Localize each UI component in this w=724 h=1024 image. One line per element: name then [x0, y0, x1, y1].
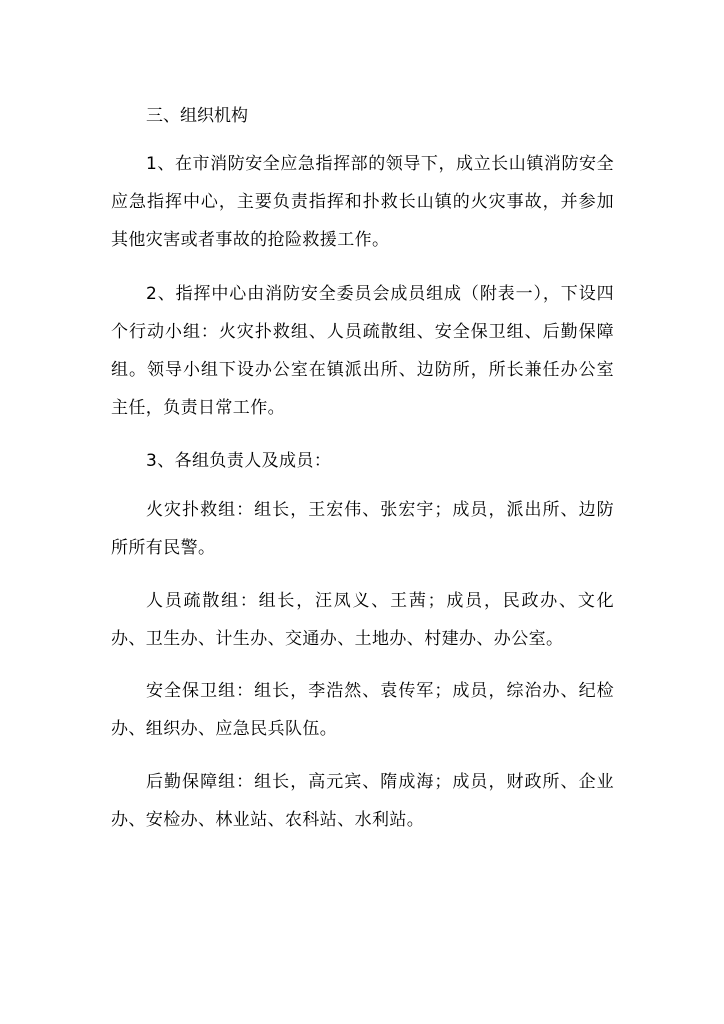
paragraph-action-groups: 2、指挥中心由消防安全委员会成员组成（附表一），下设四个行动小组：火灾扑救组、人员疏散组、安全保卫组、后勤保障组。领导小组下设办公室在镇派出所、边防所，所长兼任办公室主任，负责日常工作。 [111, 284, 614, 418]
paragraph-fire-fighting-group: 火灾扑救组：组长，王宏伟、张宏宇；成员，派出所、边防所所有民警。 [111, 500, 614, 558]
section-heading: 三、组织机构 [146, 106, 248, 126]
paragraph-command-center: 1、在市消防安全应急指挥部的领导下，成立长山镇消防安全应急指挥中心，主要负责指挥和扑救长山镇的火灾事故，并参加其他灾害或者事故的抢险救援工作。 [111, 154, 614, 250]
paragraph-logistics-group: 后勤保障组：组长，高元宾、隋成海；成员，财政所、企业办、安检办、林业站、农科站、水利站。 [111, 772, 614, 830]
paragraph-evacuation-group: 人员疏散组：组长，汪凤义、王茜；成员，民政办、文化办、卫生办、计生办、交通办、土地办、村建办、办公室。 [111, 591, 614, 649]
paragraph-security-group: 安全保卫组：组长，李浩然、袁传军；成员，综治办、纪检办、组织办、应急民兵队伍。 [111, 681, 614, 739]
paragraph-group-leaders-intro: 3、各组负责人及成员： [146, 451, 332, 471]
